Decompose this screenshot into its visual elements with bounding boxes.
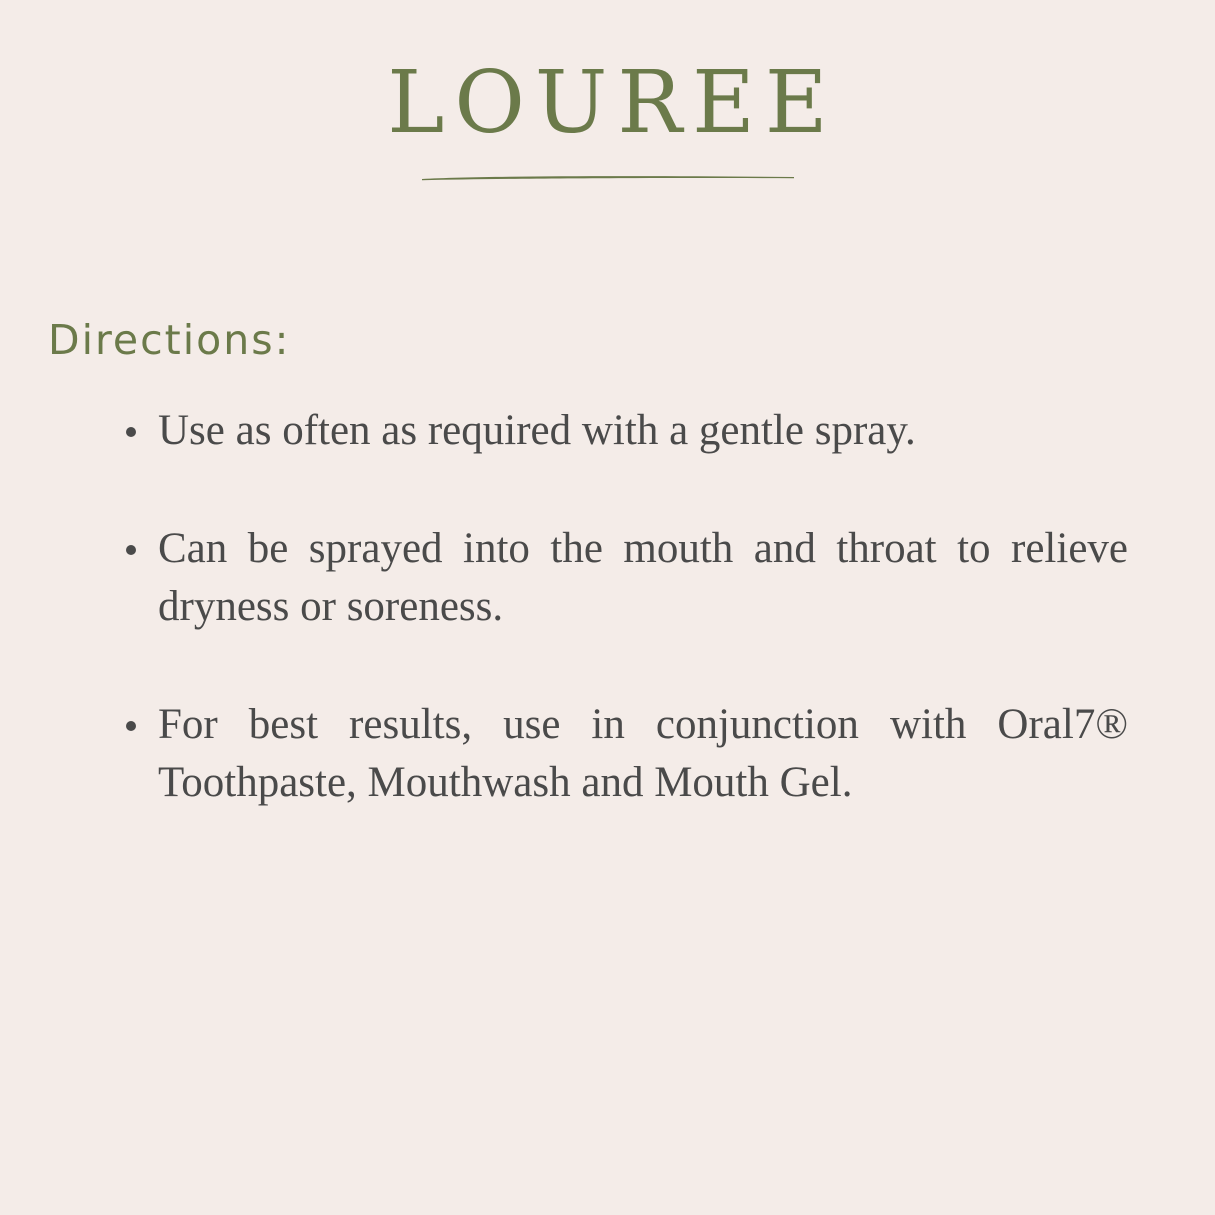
list-item (120, 402, 1128, 460)
list-item (120, 520, 1128, 636)
list-item-text: Use as often as required with a gentle spray. (158, 407, 916, 454)
bullet-icon (126, 427, 136, 437)
directions-heading: Directions: (48, 316, 291, 364)
brush-stroke (422, 176, 794, 180)
bullet-icon (126, 721, 136, 731)
list-item (120, 696, 1128, 812)
brand-logo-text: LOUREE (387, 53, 838, 153)
brand-underline (422, 174, 794, 182)
list-item-text: Can be sprayed into the mouth and throat to relieve dryness or soreness. (158, 525, 1128, 630)
list-item-text: For best results, use in conjunction with Oral7® Toothpaste, Mouthwash and Mouth Gel. (158, 701, 1128, 806)
directions-list (120, 402, 1128, 872)
bullet-icon (126, 545, 136, 555)
